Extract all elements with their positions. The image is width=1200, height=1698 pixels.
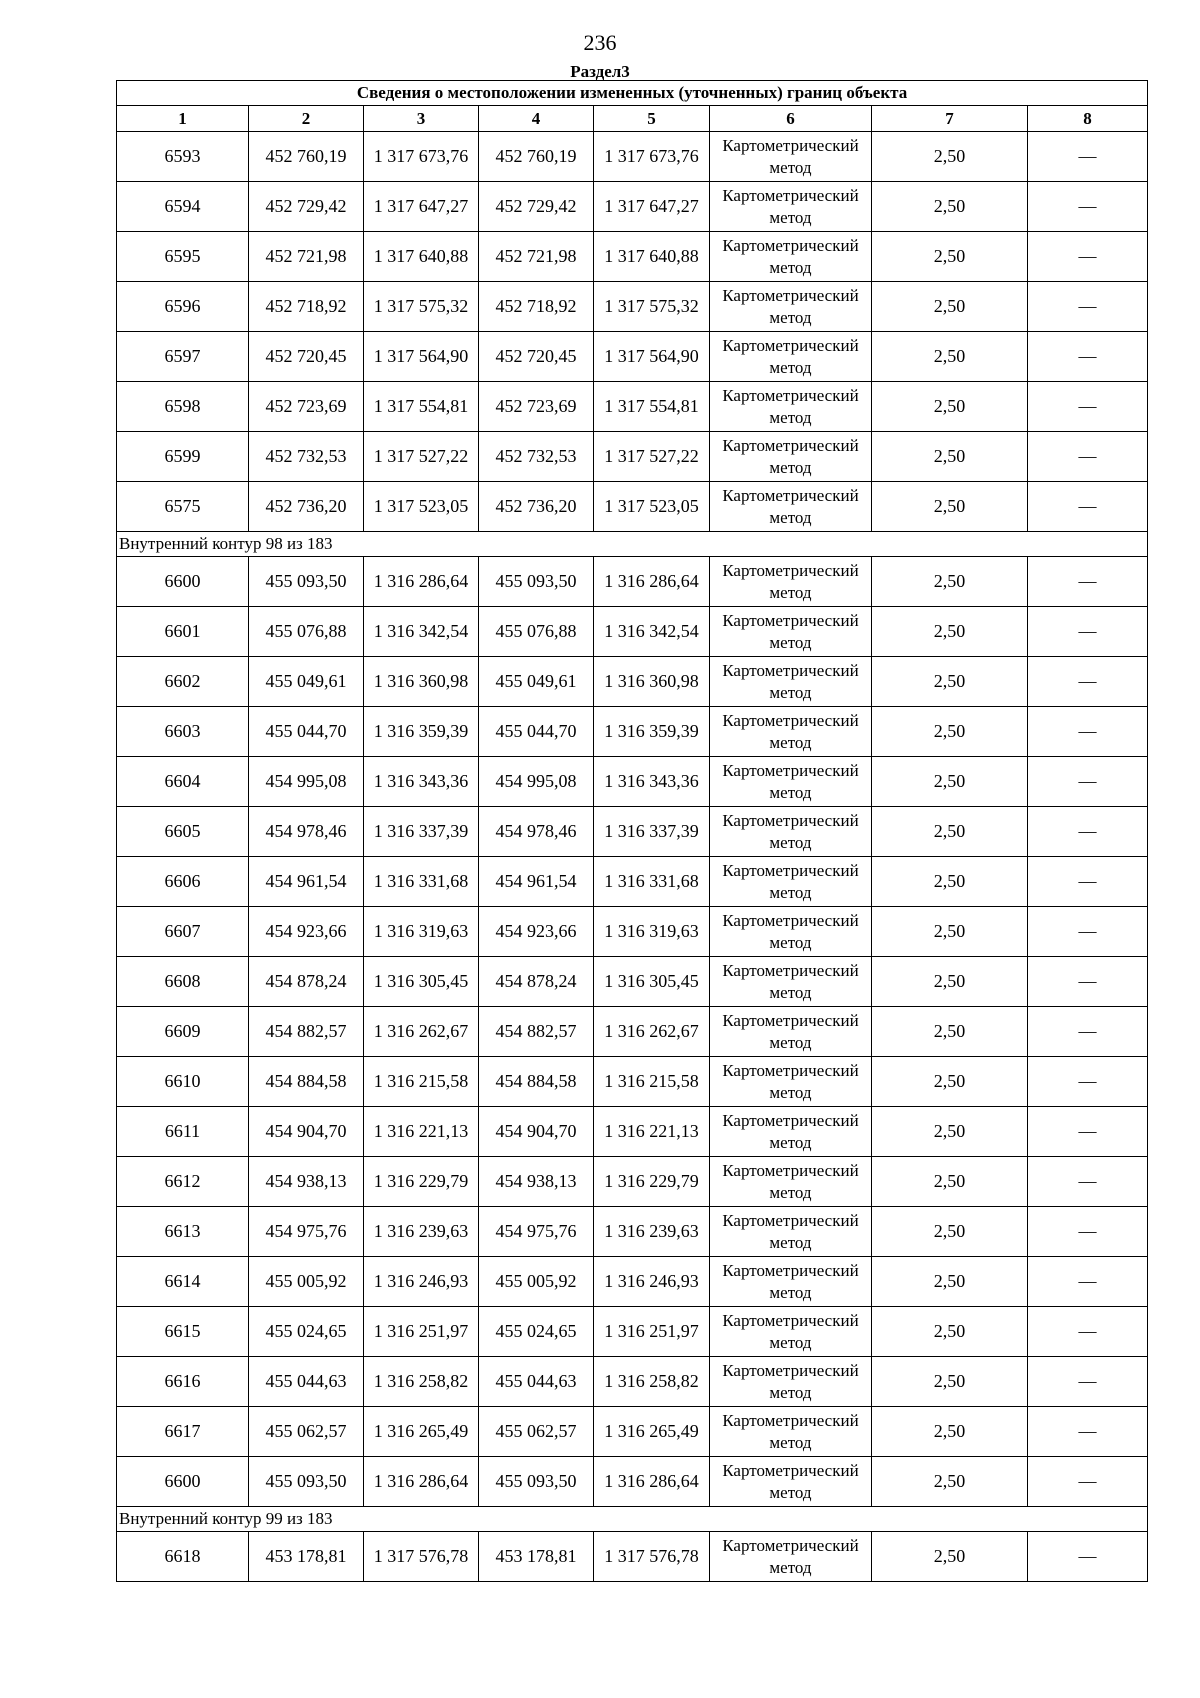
accuracy-cell: 2,50 xyxy=(872,1357,1028,1407)
accuracy-cell: 2,50 xyxy=(872,1057,1028,1107)
x-coord-existing-cell: 454 975,76 xyxy=(249,1207,364,1257)
y-coord-updated-cell: 1 316 258,82 xyxy=(594,1357,710,1407)
accuracy-cell: 2,50 xyxy=(872,432,1028,482)
method-cell: Картометрический метод xyxy=(710,657,872,707)
y-coord-existing-cell: 1 317 575,32 xyxy=(364,282,479,332)
y-coord-existing-cell: 1 316 360,98 xyxy=(364,657,479,707)
y-coord-updated-cell: 1 316 246,93 xyxy=(594,1257,710,1307)
point-number-cell: 6604 xyxy=(117,757,249,807)
point-number-cell: 6618 xyxy=(117,1532,249,1582)
y-coord-existing-cell: 1 316 337,39 xyxy=(364,807,479,857)
table-row xyxy=(117,1257,1148,1307)
x-coord-updated-cell: 455 062,57 xyxy=(479,1407,594,1457)
x-coord-existing-cell: 455 093,50 xyxy=(249,557,364,607)
accuracy-cell: 2,50 xyxy=(872,1457,1028,1507)
method-cell: Картометрический метод xyxy=(710,1357,872,1407)
note-cell: — xyxy=(1028,557,1148,607)
table-row xyxy=(117,132,1148,182)
point-number-cell: 6609 xyxy=(117,1007,249,1057)
point-number-cell: 6602 xyxy=(117,657,249,707)
column-number: 4 xyxy=(479,106,594,132)
note-cell: — xyxy=(1028,957,1148,1007)
y-coord-existing-cell: 1 316 229,79 xyxy=(364,1157,479,1207)
point-number-cell: 6608 xyxy=(117,957,249,1007)
x-coord-existing-cell: 452 720,45 xyxy=(249,332,364,382)
x-coord-existing-cell: 455 062,57 xyxy=(249,1407,364,1457)
y-coord-existing-cell: 1 317 673,76 xyxy=(364,132,479,182)
table-row xyxy=(117,707,1148,757)
table-row xyxy=(117,1457,1148,1507)
point-number-cell: 6616 xyxy=(117,1357,249,1407)
accuracy-cell: 2,50 xyxy=(872,232,1028,282)
x-coord-updated-cell: 454 923,66 xyxy=(479,907,594,957)
note-cell: — xyxy=(1028,1407,1148,1457)
y-coord-updated-cell: 1 316 215,58 xyxy=(594,1057,710,1107)
y-coord-updated-cell: 1 316 221,13 xyxy=(594,1107,710,1157)
note-cell: — xyxy=(1028,807,1148,857)
table-row xyxy=(117,332,1148,382)
x-coord-updated-cell: 452 736,20 xyxy=(479,482,594,532)
method-cell: Картометрический метод xyxy=(710,1207,872,1257)
y-coord-updated-cell: 1 316 286,64 xyxy=(594,1457,710,1507)
point-number-cell: 6598 xyxy=(117,382,249,432)
y-coord-updated-cell: 1 316 359,39 xyxy=(594,707,710,757)
x-coord-updated-cell: 455 093,50 xyxy=(479,1457,594,1507)
x-coord-updated-cell: 455 044,63 xyxy=(479,1357,594,1407)
y-coord-updated-cell: 1 316 229,79 xyxy=(594,1157,710,1207)
x-coord-existing-cell: 454 923,66 xyxy=(249,907,364,957)
y-coord-existing-cell: 1 316 286,64 xyxy=(364,557,479,607)
contour-label: Внутренний контур 98 из 183 xyxy=(117,532,1148,557)
method-cell: Картометрический метод xyxy=(710,807,872,857)
y-coord-existing-cell: 1 316 265,49 xyxy=(364,1407,479,1457)
note-cell: — xyxy=(1028,1107,1148,1157)
x-coord-updated-cell: 454 884,58 xyxy=(479,1057,594,1107)
point-number-cell: 6600 xyxy=(117,1457,249,1507)
accuracy-cell: 2,50 xyxy=(872,482,1028,532)
accuracy-cell: 2,50 xyxy=(872,132,1028,182)
method-cell: Картометрический метод xyxy=(710,1057,872,1107)
y-coord-updated-cell: 1 317 523,05 xyxy=(594,482,710,532)
method-cell: Картометрический метод xyxy=(710,557,872,607)
method-cell: Картометрический метод xyxy=(710,232,872,282)
point-number-cell: 6599 xyxy=(117,432,249,482)
point-number-cell: 6612 xyxy=(117,1157,249,1207)
note-cell: — xyxy=(1028,1357,1148,1407)
y-coord-existing-cell: 1 316 359,39 xyxy=(364,707,479,757)
note-cell: — xyxy=(1028,607,1148,657)
y-coord-existing-cell: 1 316 342,54 xyxy=(364,607,479,657)
y-coord-existing-cell: 1 316 343,36 xyxy=(364,757,479,807)
x-coord-existing-cell: 455 076,88 xyxy=(249,607,364,657)
y-coord-existing-cell: 1 317 527,22 xyxy=(364,432,479,482)
accuracy-cell: 2,50 xyxy=(872,657,1028,707)
note-cell: — xyxy=(1028,1257,1148,1307)
method-cell: Картометрический метод xyxy=(710,607,872,657)
y-coord-existing-cell: 1 317 576,78 xyxy=(364,1532,479,1582)
method-cell: Картометрический метод xyxy=(710,1532,872,1582)
point-number-cell: 6605 xyxy=(117,807,249,857)
note-cell: — xyxy=(1028,382,1148,432)
accuracy-cell: 2,50 xyxy=(872,807,1028,857)
accuracy-cell: 2,50 xyxy=(872,957,1028,1007)
point-number-cell: 6615 xyxy=(117,1307,249,1357)
method-cell: Картометрический метод xyxy=(710,957,872,1007)
table-row xyxy=(117,382,1148,432)
method-cell: Картометрический метод xyxy=(710,1007,872,1057)
y-coord-updated-cell: 1 316 251,97 xyxy=(594,1307,710,1357)
point-number-cell: 6617 xyxy=(117,1407,249,1457)
accuracy-cell: 2,50 xyxy=(872,857,1028,907)
x-coord-existing-cell: 455 005,92 xyxy=(249,1257,364,1307)
x-coord-existing-cell: 452 736,20 xyxy=(249,482,364,532)
table-row xyxy=(117,1357,1148,1407)
y-coord-updated-cell: 1 317 673,76 xyxy=(594,132,710,182)
note-cell: — xyxy=(1028,132,1148,182)
method-cell: Картометрический метод xyxy=(710,1407,872,1457)
column-number: 2 xyxy=(249,106,364,132)
y-coord-updated-cell: 1 316 265,49 xyxy=(594,1407,710,1457)
accuracy-cell: 2,50 xyxy=(872,757,1028,807)
accuracy-cell: 2,50 xyxy=(872,282,1028,332)
column-number: 7 xyxy=(872,106,1028,132)
x-coord-updated-cell: 454 878,24 xyxy=(479,957,594,1007)
x-coord-updated-cell: 454 995,08 xyxy=(479,757,594,807)
table-row xyxy=(117,1207,1148,1257)
column-number: 1 xyxy=(117,106,249,132)
table-caption: Сведения о местоположении измененных (уточненных) границ объекта xyxy=(117,81,1148,106)
method-cell: Картометрический метод xyxy=(710,282,872,332)
y-coord-existing-cell: 1 316 331,68 xyxy=(364,857,479,907)
y-coord-updated-cell: 1 317 647,27 xyxy=(594,182,710,232)
accuracy-cell: 2,50 xyxy=(872,607,1028,657)
accuracy-cell: 2,50 xyxy=(872,557,1028,607)
point-number-cell: 6613 xyxy=(117,1207,249,1257)
y-coord-existing-cell: 1 317 564,90 xyxy=(364,332,479,382)
x-coord-existing-cell: 452 729,42 xyxy=(249,182,364,232)
method-cell: Картометрический метод xyxy=(710,182,872,232)
x-coord-updated-cell: 454 961,54 xyxy=(479,857,594,907)
y-coord-updated-cell: 1 316 262,67 xyxy=(594,1007,710,1057)
y-coord-existing-cell: 1 316 319,63 xyxy=(364,907,479,957)
y-coord-updated-cell: 1 317 554,81 xyxy=(594,382,710,432)
point-number-cell: 6593 xyxy=(117,132,249,182)
method-cell: Картометрический метод xyxy=(710,382,872,432)
method-cell: Картометрический метод xyxy=(710,707,872,757)
x-coord-updated-cell: 452 723,69 xyxy=(479,382,594,432)
table-row xyxy=(117,807,1148,857)
x-coord-updated-cell: 452 729,42 xyxy=(479,182,594,232)
accuracy-cell: 2,50 xyxy=(872,1407,1028,1457)
y-coord-updated-cell: 1 316 337,39 xyxy=(594,807,710,857)
method-cell: Картометрический метод xyxy=(710,757,872,807)
boundary-table xyxy=(116,80,1148,1582)
column-number: 8 xyxy=(1028,106,1148,132)
x-coord-updated-cell: 454 904,70 xyxy=(479,1107,594,1157)
table-row xyxy=(117,1307,1148,1357)
note-cell: — xyxy=(1028,1007,1148,1057)
method-cell: Картометрический метод xyxy=(710,1457,872,1507)
x-coord-existing-cell: 452 732,53 xyxy=(249,432,364,482)
note-cell: — xyxy=(1028,182,1148,232)
x-coord-existing-cell: 454 978,46 xyxy=(249,807,364,857)
x-coord-existing-cell: 454 878,24 xyxy=(249,957,364,1007)
table-row xyxy=(117,282,1148,332)
x-coord-updated-cell: 452 718,92 xyxy=(479,282,594,332)
method-cell: Картометрический метод xyxy=(710,1257,872,1307)
column-number: 5 xyxy=(594,106,710,132)
x-coord-existing-cell: 453 178,81 xyxy=(249,1532,364,1582)
x-coord-existing-cell: 452 721,98 xyxy=(249,232,364,282)
note-cell: — xyxy=(1028,757,1148,807)
y-coord-updated-cell: 1 317 575,32 xyxy=(594,282,710,332)
accuracy-cell: 2,50 xyxy=(872,182,1028,232)
x-coord-existing-cell: 452 718,92 xyxy=(249,282,364,332)
y-coord-existing-cell: 1 317 554,81 xyxy=(364,382,479,432)
accuracy-cell: 2,50 xyxy=(872,1307,1028,1357)
note-cell: — xyxy=(1028,1307,1148,1357)
y-coord-existing-cell: 1 316 239,63 xyxy=(364,1207,479,1257)
y-coord-updated-cell: 1 316 342,54 xyxy=(594,607,710,657)
note-cell: — xyxy=(1028,432,1148,482)
point-number-cell: 6595 xyxy=(117,232,249,282)
point-number-cell: 6575 xyxy=(117,482,249,532)
point-number-cell: 6606 xyxy=(117,857,249,907)
y-coord-updated-cell: 1 316 343,36 xyxy=(594,757,710,807)
x-coord-updated-cell: 454 978,46 xyxy=(479,807,594,857)
y-coord-updated-cell: 1 316 319,63 xyxy=(594,907,710,957)
table-row xyxy=(117,482,1148,532)
y-coord-existing-cell: 1 316 305,45 xyxy=(364,957,479,1007)
y-coord-updated-cell: 1 317 576,78 xyxy=(594,1532,710,1582)
table-row xyxy=(117,657,1148,707)
point-number-cell: 6600 xyxy=(117,557,249,607)
method-cell: Картометрический метод xyxy=(710,1157,872,1207)
note-cell: — xyxy=(1028,907,1148,957)
x-coord-existing-cell: 454 884,58 xyxy=(249,1057,364,1107)
y-coord-existing-cell: 1 317 640,88 xyxy=(364,232,479,282)
y-coord-existing-cell: 1 317 523,05 xyxy=(364,482,479,532)
x-coord-updated-cell: 452 721,98 xyxy=(479,232,594,282)
column-number: 3 xyxy=(364,106,479,132)
y-coord-updated-cell: 1 316 286,64 xyxy=(594,557,710,607)
x-coord-updated-cell: 453 178,81 xyxy=(479,1532,594,1582)
point-number-cell: 6614 xyxy=(117,1257,249,1307)
point-number-cell: 6607 xyxy=(117,907,249,957)
x-coord-updated-cell: 455 044,70 xyxy=(479,707,594,757)
accuracy-cell: 2,50 xyxy=(872,1007,1028,1057)
contour-row xyxy=(117,532,1148,557)
point-number-cell: 6597 xyxy=(117,332,249,382)
note-cell: — xyxy=(1028,482,1148,532)
accuracy-cell: 2,50 xyxy=(872,1207,1028,1257)
point-number-cell: 6611 xyxy=(117,1107,249,1157)
x-coord-updated-cell: 454 975,76 xyxy=(479,1207,594,1257)
contour-label: Внутренний контур 99 из 183 xyxy=(117,1507,1148,1532)
point-number-cell: 6594 xyxy=(117,182,249,232)
y-coord-existing-cell: 1 316 251,97 xyxy=(364,1307,479,1357)
table-row xyxy=(117,757,1148,807)
x-coord-updated-cell: 455 093,50 xyxy=(479,557,594,607)
table-row xyxy=(117,907,1148,957)
note-cell: — xyxy=(1028,1057,1148,1107)
table-row xyxy=(117,182,1148,232)
x-coord-existing-cell: 455 044,63 xyxy=(249,1357,364,1407)
accuracy-cell: 2,50 xyxy=(872,1107,1028,1157)
y-coord-updated-cell: 1 317 527,22 xyxy=(594,432,710,482)
table-row xyxy=(117,1157,1148,1207)
table-row xyxy=(117,1107,1148,1157)
point-number-cell: 6596 xyxy=(117,282,249,332)
y-coord-updated-cell: 1 316 239,63 xyxy=(594,1207,710,1257)
x-coord-updated-cell: 455 005,92 xyxy=(479,1257,594,1307)
table-row xyxy=(117,232,1148,282)
method-cell: Картометрический метод xyxy=(710,907,872,957)
table-row xyxy=(117,607,1148,657)
table-row xyxy=(117,557,1148,607)
method-cell: Картометрический метод xyxy=(710,1107,872,1157)
contour-row xyxy=(117,1507,1148,1532)
x-coord-existing-cell: 455 024,65 xyxy=(249,1307,364,1357)
x-coord-existing-cell: 455 049,61 xyxy=(249,657,364,707)
x-coord-updated-cell: 452 760,19 xyxy=(479,132,594,182)
method-cell: Картометрический метод xyxy=(710,132,872,182)
note-cell: — xyxy=(1028,232,1148,282)
note-cell: — xyxy=(1028,332,1148,382)
section-title: Раздел3 xyxy=(570,62,630,81)
x-coord-existing-cell: 454 882,57 xyxy=(249,1007,364,1057)
note-cell: — xyxy=(1028,1457,1148,1507)
accuracy-cell: 2,50 xyxy=(872,907,1028,957)
y-coord-existing-cell: 1 317 647,27 xyxy=(364,182,479,232)
x-coord-updated-cell: 455 024,65 xyxy=(479,1307,594,1357)
accuracy-cell: 2,50 xyxy=(872,1157,1028,1207)
note-cell: — xyxy=(1028,1207,1148,1257)
y-coord-updated-cell: 1 316 331,68 xyxy=(594,857,710,907)
table-row xyxy=(117,1407,1148,1457)
y-coord-existing-cell: 1 316 286,64 xyxy=(364,1457,479,1507)
note-cell: — xyxy=(1028,707,1148,757)
accuracy-cell: 2,50 xyxy=(872,332,1028,382)
accuracy-cell: 2,50 xyxy=(872,1257,1028,1307)
x-coord-updated-cell: 454 938,13 xyxy=(479,1157,594,1207)
table-row xyxy=(117,432,1148,482)
x-coord-existing-cell: 454 961,54 xyxy=(249,857,364,907)
method-cell: Картометрический метод xyxy=(710,482,872,532)
table-row xyxy=(117,857,1148,907)
method-cell: Картометрический метод xyxy=(710,1307,872,1357)
note-cell: — xyxy=(1028,1532,1148,1582)
method-cell: Картометрический метод xyxy=(710,857,872,907)
table-row xyxy=(117,1007,1148,1057)
x-coord-updated-cell: 454 882,57 xyxy=(479,1007,594,1057)
point-number-cell: 6601 xyxy=(117,607,249,657)
x-coord-updated-cell: 455 049,61 xyxy=(479,657,594,707)
y-coord-updated-cell: 1 316 360,98 xyxy=(594,657,710,707)
point-number-cell: 6610 xyxy=(117,1057,249,1107)
x-coord-updated-cell: 455 076,88 xyxy=(479,607,594,657)
note-cell: — xyxy=(1028,1157,1148,1207)
x-coord-existing-cell: 455 044,70 xyxy=(249,707,364,757)
y-coord-updated-cell: 1 317 640,88 xyxy=(594,232,710,282)
x-coord-existing-cell: 452 723,69 xyxy=(249,382,364,432)
x-coord-updated-cell: 452 732,53 xyxy=(479,432,594,482)
table-row xyxy=(117,957,1148,1007)
x-coord-existing-cell: 454 938,13 xyxy=(249,1157,364,1207)
method-cell: Картометрический метод xyxy=(710,332,872,382)
y-coord-updated-cell: 1 317 564,90 xyxy=(594,332,710,382)
y-coord-updated-cell: 1 316 305,45 xyxy=(594,957,710,1007)
x-coord-existing-cell: 454 904,70 xyxy=(249,1107,364,1157)
x-coord-existing-cell: 454 995,08 xyxy=(249,757,364,807)
y-coord-existing-cell: 1 316 215,58 xyxy=(364,1057,479,1107)
y-coord-existing-cell: 1 316 258,82 xyxy=(364,1357,479,1407)
x-coord-existing-cell: 452 760,19 xyxy=(249,132,364,182)
note-cell: — xyxy=(1028,657,1148,707)
y-coord-existing-cell: 1 316 221,13 xyxy=(364,1107,479,1157)
table-row xyxy=(117,1532,1148,1582)
y-coord-existing-cell: 1 316 262,67 xyxy=(364,1007,479,1057)
page-number: 236 xyxy=(583,30,617,55)
point-number-cell: 6603 xyxy=(117,707,249,757)
note-cell: — xyxy=(1028,282,1148,332)
table-row xyxy=(117,1057,1148,1107)
method-cell: Картометрический метод xyxy=(710,432,872,482)
x-coord-existing-cell: 455 093,50 xyxy=(249,1457,364,1507)
accuracy-cell: 2,50 xyxy=(872,382,1028,432)
accuracy-cell: 2,50 xyxy=(872,707,1028,757)
x-coord-updated-cell: 452 720,45 xyxy=(479,332,594,382)
note-cell: — xyxy=(1028,857,1148,907)
column-number: 6 xyxy=(710,106,872,132)
accuracy-cell: 2,50 xyxy=(872,1532,1028,1582)
y-coord-existing-cell: 1 316 246,93 xyxy=(364,1257,479,1307)
